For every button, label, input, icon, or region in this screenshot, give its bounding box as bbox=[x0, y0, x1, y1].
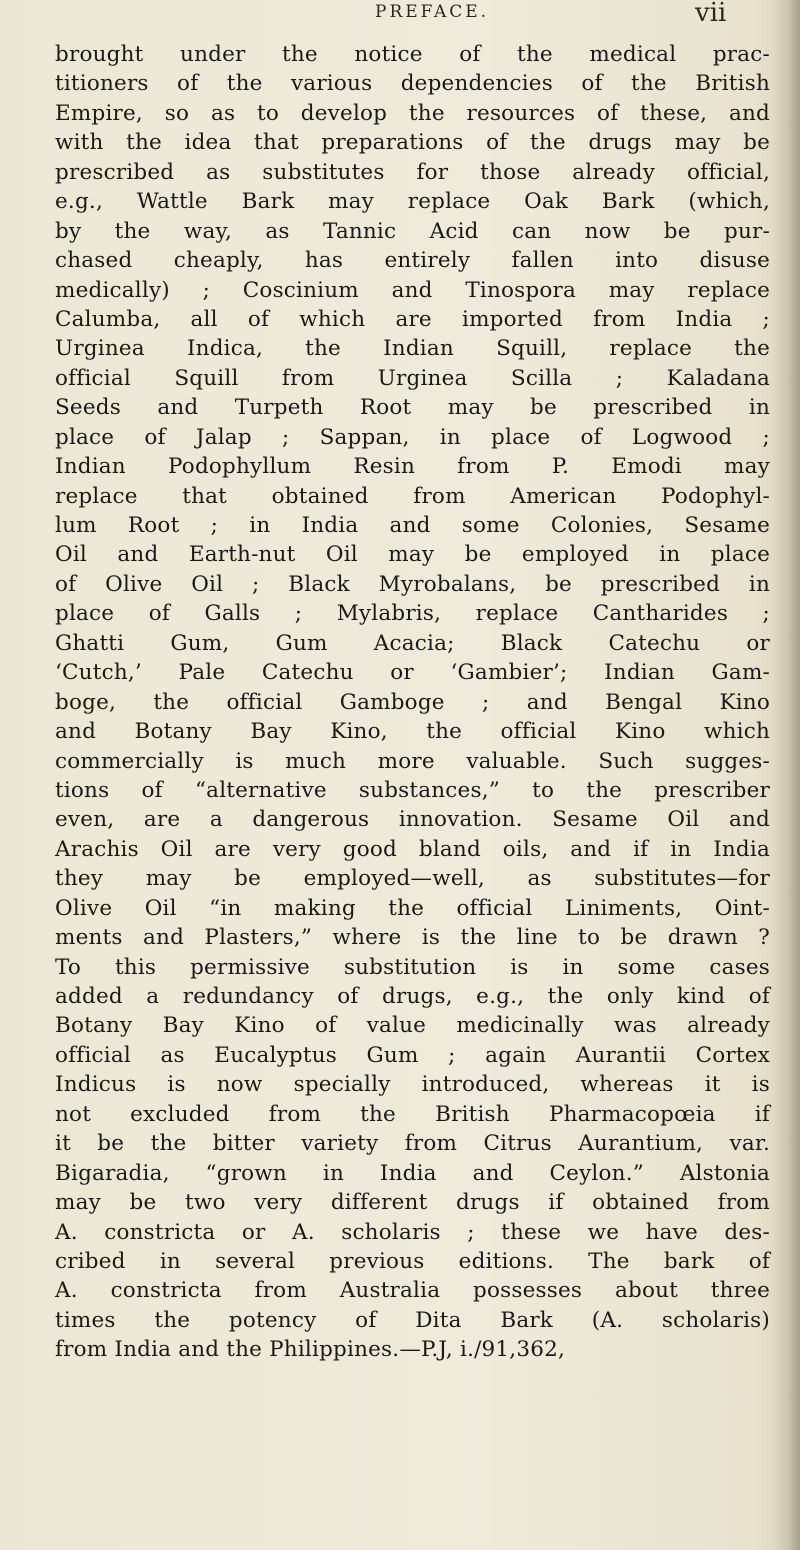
text-line: by the way, as Tannic Acid can now be pur- bbox=[55, 218, 770, 244]
text-line: Olive Oil “in making the official Liniments, Oint- bbox=[55, 895, 770, 921]
text-line: cribed in several previous editions. The bark of bbox=[55, 1248, 770, 1274]
text-line: prescribed as substitutes for those already official, bbox=[55, 159, 770, 185]
text-line: titioners of the various dependencies of the British bbox=[55, 71, 770, 97]
text-line: of Olive Oil ; Black Myrobalans, be prescribed in bbox=[55, 571, 770, 597]
text-line: added a redundancy of drugs, e.g., the only kind of bbox=[55, 984, 770, 1009]
text-line: Empire, so as to develop the resources of these, and bbox=[55, 100, 770, 126]
running-head-title: PREFACE. bbox=[375, 2, 490, 22]
text-line: official Squill from Urginea Scilla ; Kaladana bbox=[55, 365, 770, 391]
text-line: they may be employed—well, as substitutes—for bbox=[55, 866, 770, 892]
text-line: official as Eucalyptus Gum ; again Aurantii Cortex bbox=[55, 1042, 770, 1068]
text-line: tions of “alternative substances,” to the prescriber bbox=[55, 777, 770, 803]
text-line: Indicus is now specially introduced, whereas it is bbox=[55, 1072, 770, 1098]
text-line: with the idea that preparations of the drugs may be bbox=[55, 130, 770, 156]
text-line: not excluded from the British Pharmacopœia if bbox=[55, 1101, 770, 1127]
text-line: Indian Podophyllum Resin from P. Emodi may bbox=[55, 454, 770, 480]
text-line: Ghatti Gum, Gum Acacia; Black Catechu or bbox=[55, 630, 770, 656]
text-line: medically) ; Coscinium and Tinospora may replace bbox=[55, 277, 770, 303]
text-line: chased cheaply, has entirely fallen into disuse bbox=[55, 248, 770, 274]
text-line: Arachis Oil are very good bland oils, and if in India bbox=[55, 836, 770, 862]
text-line: Urginea Indica, the Indian Squill, replace the bbox=[55, 336, 770, 362]
text-line: times the potency of Dita Bark (A. scholaris) bbox=[55, 1307, 770, 1333]
text-line: ments and Plasters,” where is the line to be drawn ? bbox=[55, 925, 770, 951]
text-line: even, are a dangerous innovation. Sesame Oil and bbox=[55, 807, 770, 833]
text-line: boge, the official Gamboge ; and Bengal Kino bbox=[55, 689, 770, 715]
text-line: commercially is much more valuable. Such sugges- bbox=[55, 748, 770, 774]
text-line: and Botany Bay Kino, the official Kino which bbox=[55, 719, 770, 745]
text-line: place of Galls ; Mylabris, replace Cantharides ; bbox=[55, 601, 770, 627]
text-line: Bigaradia, “grown in India and Ceylon.” Alstonia bbox=[55, 1160, 770, 1186]
text-line: e.g., Wattle Bark may replace Oak Bark (which, bbox=[55, 189, 770, 215]
text-line: A. constricta from Australia possesses about three bbox=[55, 1278, 770, 1304]
text-line: Calumba, all of which are imported from India ; bbox=[55, 306, 770, 332]
text-line: ‘Cutch,’ Pale Catechu or ‘Gambier’; Indian Gam- bbox=[55, 660, 770, 686]
running-head bbox=[0, 0, 800, 30]
body-paragraph bbox=[55, 40, 770, 1365]
text-line: Botany Bay Kino of value medicinally was already bbox=[55, 1013, 770, 1039]
text-line: A. constricta or A. scholaris ; these we have des- bbox=[55, 1219, 770, 1245]
text-line: may be two very different drugs if obtained from bbox=[55, 1190, 770, 1216]
text-line: Oil and Earth-nut Oil may be employed in place bbox=[55, 542, 770, 568]
page-number: vii bbox=[695, 0, 727, 28]
text-line: lum Root ; in India and some Colonies, Sesame bbox=[55, 513, 770, 538]
spine-shadow bbox=[772, 0, 800, 1550]
text-line: it be the bitter variety from Citrus Aurantium, var. bbox=[55, 1131, 770, 1157]
text-line: brought under the notice of the medical prac- bbox=[55, 42, 770, 67]
text-line: replace that obtained from American Podophyl- bbox=[55, 483, 770, 509]
text-line: To this permissive substitution is in some cases bbox=[55, 954, 770, 980]
text-line: from India and the Philippines.—P.J, i./91,362, bbox=[55, 1337, 566, 1363]
text-line: place of Jalap ; Sappan, in place of Logwood ; bbox=[55, 424, 770, 450]
text-line: Seeds and Turpeth Root may be prescribed in bbox=[55, 395, 770, 421]
